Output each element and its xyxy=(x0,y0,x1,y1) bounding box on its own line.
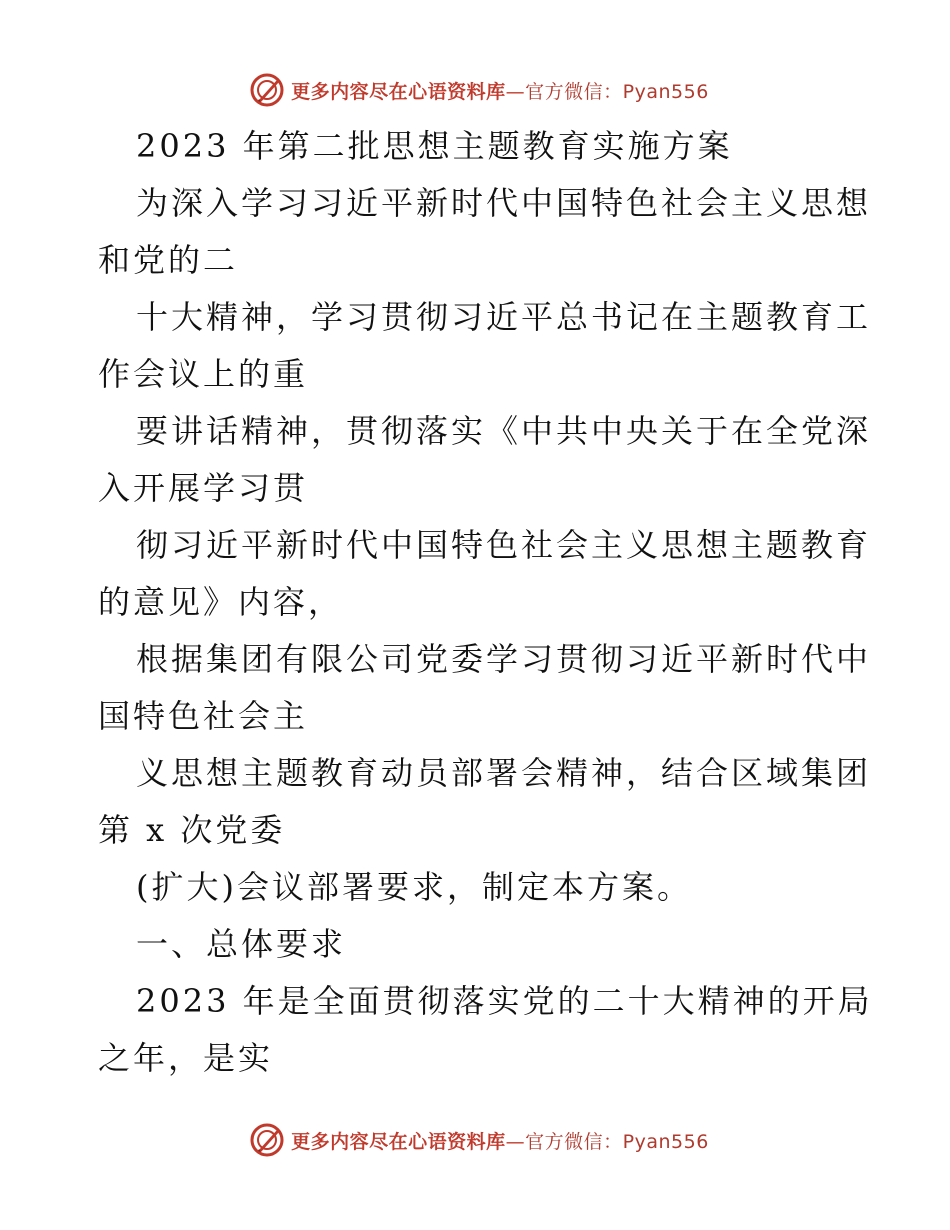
paragraph-line: 2023 年是全面贯彻落实党的二十大精神的开局 xyxy=(136,982,873,1020)
banner-brand: 更多内容尽在心语资料库 xyxy=(291,1130,506,1153)
paragraph-line: 十大精神，学习贯彻习近平总书记在主题教育工 xyxy=(136,298,872,336)
banner-text xyxy=(291,77,709,104)
banner-separator: — xyxy=(505,80,526,103)
paragraph-line: 第 x 次党委 xyxy=(98,811,286,849)
paragraph-line: 和党的二 xyxy=(98,241,239,279)
banner-brand: 更多内容尽在心语资料库 xyxy=(291,80,506,103)
paragraph-line: 作会议上的重 xyxy=(98,355,309,393)
paragraph-line: 入开展学习贯 xyxy=(98,469,309,507)
banner-wechat: 官方微信：Pyan556 xyxy=(525,1130,709,1153)
paragraph-line: 之年，是实 xyxy=(98,1039,274,1077)
paragraph-line: (扩大)会议部署要求，制定本方案。 xyxy=(136,868,692,906)
section-heading: 一、总体要求 xyxy=(136,925,347,963)
header-banner xyxy=(0,68,950,112)
paragraph-line: 国特色社会主 xyxy=(98,697,309,735)
footer-banner xyxy=(0,1118,950,1162)
paragraph-line: 义思想主题教育动员部署会精神，结合区域集团 xyxy=(136,754,872,792)
document-body xyxy=(98,118,873,1087)
paragraph-line: 彻习近平新时代中国特色社会主义思想主题教育 xyxy=(136,526,872,564)
banner-text xyxy=(291,1127,709,1154)
paragraph-line: 为深入学习习近平新时代中国特色社会主义思想 xyxy=(136,184,872,222)
paragraph-line: 要讲话精神，贯彻落实《中共中央关于在全党深 xyxy=(136,412,872,450)
banner-wechat: 官方微信：Pyan556 xyxy=(525,80,709,103)
document-title: 2023 年第二批思想主题教育实施方案 xyxy=(136,127,733,165)
pen-logo-icon xyxy=(249,1122,285,1158)
paragraph-line: 的意见》内容， xyxy=(98,583,344,621)
pen-logo-icon xyxy=(249,72,285,108)
banner-separator: — xyxy=(505,1130,526,1153)
paragraph-line: 根据集团有限公司党委学习贯彻习近平新时代中 xyxy=(136,640,872,678)
